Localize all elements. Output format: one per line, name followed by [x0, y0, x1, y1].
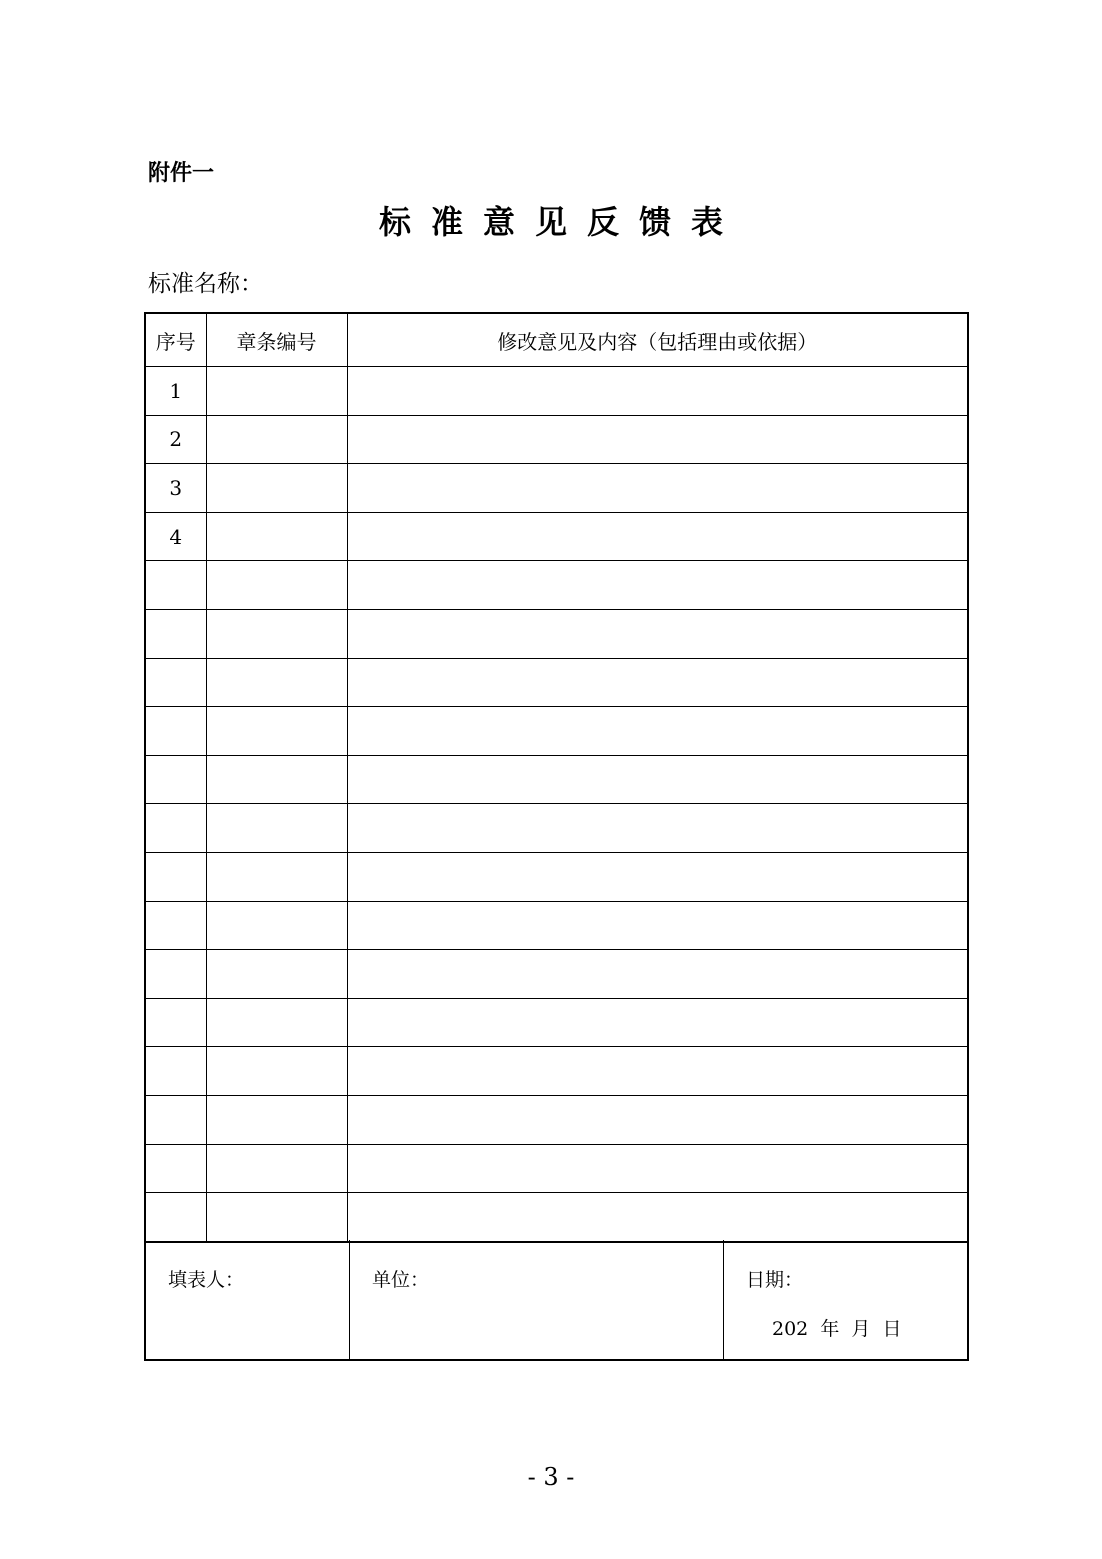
row-comment-cell[interactable] [347, 901, 968, 950]
row-comment-cell[interactable] [347, 998, 968, 1047]
row-seq-cell[interactable] [145, 1047, 206, 1096]
row-comment-cell[interactable] [347, 1047, 968, 1096]
page-number: - 3 - [527, 1463, 575, 1491]
row-clause-cell[interactable] [206, 464, 347, 513]
row-seq-cell[interactable] [145, 707, 206, 756]
row-seq-cell[interactable] [145, 998, 206, 1047]
table-row [145, 1144, 968, 1193]
row-comment-cell[interactable] [347, 1193, 968, 1242]
table-row [145, 415, 968, 464]
table-row [145, 707, 968, 756]
filler-label: 填表人： [168, 1269, 245, 1291]
date-value: 202 年 月 日 [772, 1318, 902, 1340]
row-seq-cell[interactable] [145, 1144, 206, 1193]
row-comment-cell[interactable] [347, 755, 968, 804]
row-seq-cell[interactable] [145, 658, 206, 707]
table-row [145, 950, 968, 999]
row-clause-cell[interactable] [206, 658, 347, 707]
table-row [145, 561, 968, 610]
row-comment-cell[interactable] [347, 1095, 968, 1144]
row-clause-cell[interactable] [206, 609, 347, 658]
row-clause-cell[interactable] [206, 561, 347, 610]
row-seq-cell[interactable] [145, 1095, 206, 1144]
row-seq-cell[interactable]: 4 [145, 512, 206, 561]
row-clause-cell[interactable] [206, 512, 347, 561]
header-comment: 修改意见及内容（包括理由或依据） [347, 313, 968, 367]
row-clause-cell[interactable] [206, 1144, 347, 1193]
row-clause-cell[interactable] [206, 998, 347, 1047]
row-clause-cell[interactable] [206, 1095, 347, 1144]
table-row [145, 998, 968, 1047]
table-row [145, 464, 968, 513]
unit-label: 单位： [372, 1269, 430, 1291]
date-cell[interactable] [724, 1240, 969, 1359]
row-comment-cell[interactable] [347, 464, 968, 513]
table-row [145, 901, 968, 950]
row-comment-cell[interactable] [347, 658, 968, 707]
table-row [145, 852, 968, 901]
row-seq-cell[interactable] [145, 609, 206, 658]
row-comment-cell[interactable] [347, 415, 968, 464]
row-comment-cell[interactable] [347, 804, 968, 853]
row-seq-cell[interactable] [145, 852, 206, 901]
row-clause-cell[interactable] [206, 950, 347, 999]
table-row [145, 755, 968, 804]
table-row [145, 1193, 968, 1242]
table-row [145, 367, 968, 416]
row-clause-cell[interactable] [206, 804, 347, 853]
row-seq-cell[interactable]: 1 [145, 367, 206, 416]
filler-cell[interactable] [146, 1240, 350, 1359]
row-comment-cell[interactable] [347, 609, 968, 658]
row-comment-cell[interactable] [347, 852, 968, 901]
row-seq-cell[interactable] [145, 755, 206, 804]
row-comment-cell[interactable] [347, 1144, 968, 1193]
row-clause-cell[interactable] [206, 415, 347, 464]
row-seq-cell[interactable]: 2 [145, 415, 206, 464]
unit-cell[interactable] [350, 1240, 724, 1359]
table-row [145, 609, 968, 658]
row-comment-cell[interactable] [347, 707, 968, 756]
row-clause-cell[interactable] [206, 707, 347, 756]
row-clause-cell[interactable] [206, 755, 347, 804]
row-seq-cell[interactable] [145, 950, 206, 999]
row-comment-cell[interactable] [347, 950, 968, 999]
attachment-label: 附件一 [148, 161, 215, 186]
header-seq: 序号 [145, 313, 206, 367]
table-row [145, 1095, 968, 1144]
row-clause-cell[interactable] [206, 1047, 347, 1096]
table-row [145, 1047, 968, 1096]
row-seq-cell[interactable] [145, 561, 206, 610]
row-clause-cell[interactable] [206, 367, 347, 416]
page-title: 标准意见反馈表 [378, 203, 743, 241]
row-seq-cell[interactable] [145, 901, 206, 950]
table-header-row [145, 313, 968, 367]
row-seq-cell[interactable] [145, 804, 206, 853]
header-clause-number: 章条编号 [206, 313, 347, 367]
feedback-table [144, 312, 969, 1243]
row-seq-cell[interactable] [145, 1193, 206, 1242]
row-clause-cell[interactable] [206, 901, 347, 950]
standard-name-label: 标准名称： [148, 271, 263, 297]
row-comment-cell[interactable] [347, 512, 968, 561]
table-row [145, 512, 968, 561]
row-clause-cell[interactable] [206, 1193, 347, 1242]
row-comment-cell[interactable] [347, 367, 968, 416]
table-footer [144, 1240, 969, 1361]
table-row [145, 804, 968, 853]
date-label: 日期： [746, 1269, 804, 1291]
row-clause-cell[interactable] [206, 852, 347, 901]
table-row [145, 658, 968, 707]
row-seq-cell[interactable]: 3 [145, 464, 206, 513]
row-comment-cell[interactable] [347, 561, 968, 610]
